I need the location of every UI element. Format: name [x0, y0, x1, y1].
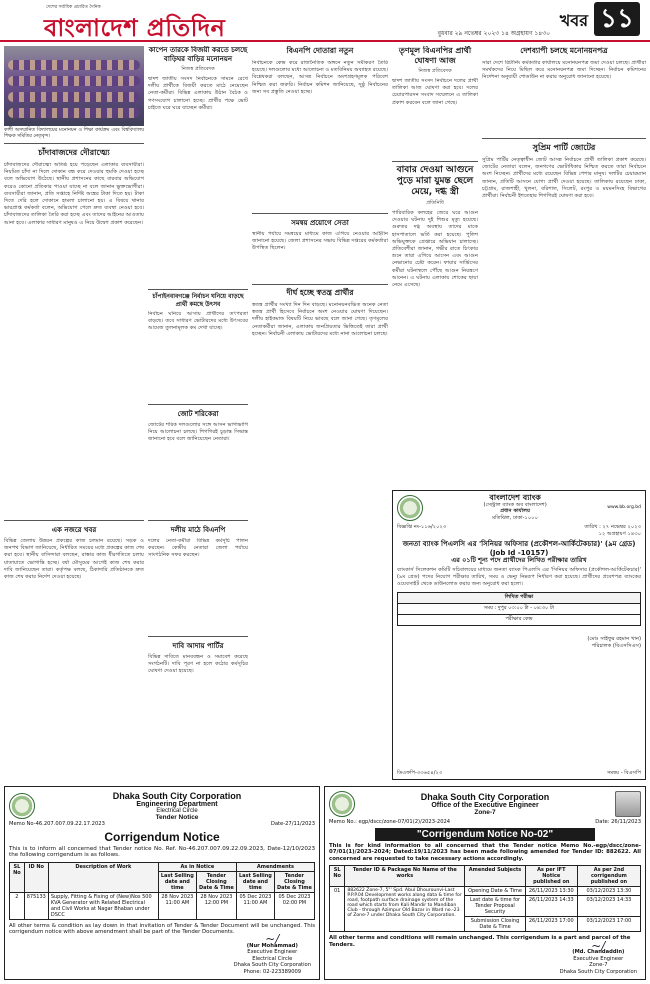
col-desc: Description of Work: [48, 862, 158, 892]
article-headline[interactable]: জোট শরিকেরা: [177, 410, 219, 418]
cell-subject: Last date & time for Tender Proposal Security: [465, 896, 525, 917]
exam-time: সময় : দুপুর ০৩:০০ টা - ০৪:৩০ টা: [398, 604, 641, 615]
newspaper-logo[interactable]: বাংলাদেশ প্রতিদিন: [44, 14, 226, 42]
sub-closing-new: Tender Closing Date & Time: [274, 871, 314, 892]
article-body: সারা দেশে রিটার্নিং কর্মকর্তার কার্যালয়ে মনোনয়নপত্র জমা দেওয়া চলছে। প্রার্থীরা সমর্থকদের নিয়ে মিছিল করে মনোনয়নপত্র জমা দিচ্ছেন। নির্বাচন কমিশনের নির্দেশনা অনুযায়ী শোডাউন না করার অনুরোধ জানানো হয়েছে।: [482, 60, 646, 81]
signer-title: Executive Engineer: [573, 955, 624, 962]
signer-org: Dhaka South City Corporation: [233, 962, 311, 968]
zone-name: Zone-7: [474, 809, 496, 816]
notice-date: তারিখ : ২৭ নভেম্বর ২০২৩: [584, 524, 641, 530]
bank-advertisement: [392, 490, 646, 780]
section-title: খবর: [559, 11, 588, 30]
article-body: জোটের শরিক দলগুলোর সঙ্গে আসন ভাগাভাগি নিয়ে আলোচনা চলছে। শিগগিরই চূড়ান্ত সিদ্ধান্ত জানানো হবে বলে জানিয়েছেন নেতারা।: [148, 422, 248, 443]
signer-title: পরিচালক (বিএসসিএস): [591, 642, 641, 649]
col-amendments: Amendments: [236, 862, 314, 871]
org-name: Dhaka South City Corporation: [112, 791, 242, 801]
notice-date-bangla: ১২ অগ্রহায়ণ ১৪৩০: [598, 530, 641, 537]
corrigendum-intro: This is to inform all concerned that Tender notice No. Ref. No-46.207.007.09.22.09.2023, Date-12/10/2023 the following corrigendum is as follows.: [9, 845, 315, 858]
notice-subtitle: এর ০১টি শূন্য পদে প্রার্থীদের লিখিত পরীক্ষার তারিখ: [451, 556, 587, 564]
cell-desc: Supply, Fitting & Fixing of (New)Nos 500 KVA Generator with Related Electrical and Civil Works at Nagar Bhaban under DSCC: [48, 892, 158, 919]
column-5: [482, 46, 646, 486]
article-headline[interactable]: দেশব্যাপী চলছে মনোনয়নপত্র: [520, 46, 608, 55]
column-4: [392, 46, 478, 486]
tender-footer-text: All other terms and conditions will remain unchanged. This corrigendum is a part and parcel of the Tenders.: [329, 935, 631, 948]
cell-sl: 2: [10, 892, 25, 919]
cell-new: 03/12/2023 14:33: [577, 896, 640, 917]
table-row: [10, 892, 315, 919]
sub-closing: Tender Closing Date & Time: [196, 871, 236, 892]
signer-phone: Phone: 02-223389009: [243, 968, 302, 975]
article-body: স্থানীয় পর্যায়ে সমন্বয়ের মাধ্যমে কাজ এগিয়ে নেওয়ার আহ্বান জানানো হয়েছে। জেলা প্রশাসনের সভায় বিভিন্ন দপ্তরের কর্মকর্তারা উপস্থিত ছিলেন।: [252, 231, 388, 252]
article-body: বিভিন্ন জেলায় উন্নয়ন প্রকল্পের কাজ চলমান রয়েছে। সড়ক ও জনপথ বিভাগ জানিয়েছে, নির্ধারিত সময়ের মধ্যে প্রকল্পের কাজ শেষ করা হবে। স্থানীয় বাসিন্দারা বলছেন, রাস্তার কাজ ধীরগতিতে চলায় যাতায়াতে ভোগান্তি হচ্ছে। বর্ষা মৌসুমের আগেই কাজ শেষ করার দাবি জানিয়েছেন তারা। কর্তৃপক্ষ বলছে, ঠিকাদারি প্রতিষ্ঠানকে দ্রুত কাজ শেষ করার নির্দেশ দেওয়া হয়েছে।: [4, 538, 144, 581]
article-headline[interactable]: দাবি আদায় পার্টির: [172, 642, 224, 650]
article-headline[interactable]: সুপ্রিম পার্টি জোটের: [532, 143, 596, 152]
cell-id: 875133: [24, 892, 48, 919]
article-headline[interactable]: তৃণমূল বিএনপির প্রার্থী ঘোষণা আজ: [398, 46, 472, 65]
cell-old: 26/11/2023 17:00: [525, 917, 577, 932]
bank-sub-name: (সেন্ট্রাল ব্যাংক অব বাংলাদেশ): [483, 501, 547, 508]
page-number: ১১: [594, 2, 640, 36]
cell-old-sell: 28 Nov 2023 11:00 AM: [158, 892, 196, 919]
article-body: বিভিন্ন দাবিতে মানববন্ধন ও সমাবেশ করেছে সংগঠনটি। দাবি পূরণ না হলে কঠোর কর্মসূচির ঘোষণা দেওয়া হয়েছে।: [148, 654, 248, 675]
exam-venue: পরীক্ষার কেন্দ্র: [398, 615, 641, 626]
masthead: [0, 0, 650, 42]
article-body: নির্বাচনকে কেন্দ্র করে রাজনৈতিক অঙ্গনে নতুন সমীকরণ তৈরি হয়েছে। দলগুলোর মধ্যে আলোচনা ও মতবিনিময় অব্যাহত রয়েছে। বিশ্লেষকরা বলছেন, আসন্ন নির্বাচনে অংশগ্রহণমূলক পরিবেশ নিশ্চিত করা জরুরি। নির্বাচন কমিশন জানিয়েছে, সুষ্ঠু নির্বাচনের জন্য সব প্রস্তুতি নেওয়া হচ্ছে।: [252, 60, 388, 95]
notice-ref-number: বিজ্ঞপ্তি নং-১১৬/২০২৩: [397, 524, 447, 530]
bank-website[interactable]: www.bb.org.bd: [607, 504, 641, 510]
department: Engineering Department: [136, 801, 218, 808]
memo-date: Date: 26/11/2023: [595, 819, 641, 825]
article-headline[interactable]: বিএনপি দোতারা নতুন: [286, 46, 354, 55]
signer-org: Dhaka South City Corporation: [559, 968, 637, 975]
article-headline[interactable]: চাঁদাবাজদের দৌরাত্ম্যে: [38, 148, 110, 157]
cell-subject: Opening Date & Time: [465, 887, 525, 896]
cell-new: 03/12/2023 17:00: [577, 917, 640, 932]
corrigendum-intro: This is for kind information to all concerned that the Tender notice Memo No.-egp/dscc/zone-07/01(1)/2023-2024; Dated:19/11/2023 has been made following amended for Tender ID: 882622. All concerned are requested to take necessary actions accordingly.: [329, 842, 641, 862]
bank-office: প্রধান কার্যালয়: [500, 508, 530, 514]
signer-title: Executive Engineer: [247, 949, 298, 955]
cell-new-close: 05 Dec 2023 02:00 PM: [274, 892, 314, 919]
circle-name: Electrical Circle: [156, 808, 198, 814]
cell-new-sell: 05 Dec 2023 11:00 AM: [236, 892, 274, 919]
corrigendum-title: "Corrigendum Notice No-02": [375, 828, 595, 841]
col-id: ID No: [24, 862, 48, 892]
article-body: পারিবারিক কলহের জেরে ঘরে আগুন দেওয়ার ঘটনায় দুই শিশুর মৃত্যু হয়েছে। গুরুতর দগ্ধ অবস্থায় তাদের মাকে হাসপাতালে ভর্তি করা হয়েছে। পুলিশ অভিযুক্তকে গ্রেপ্তারে অভিযান চালাচ্ছে। প্রতিবেশীরা জানান, গভীর রাতে চিৎকার শুনে তারা এগিয়ে আসেন এবং আগুন নেভানোর চেষ্টা করেন। ফায়ার সার্ভিসের কর্মীরা ঘটনাস্থলে পৌঁছে আগুন নিয়ন্ত্রণে আনেন। এ ঘটনায় এলাকায় শোকের ছায়া নেমে এসেছে।: [392, 210, 478, 289]
article-headline[interactable]: সমন্বয় প্রয়োগে সেতা: [291, 219, 349, 227]
col-subjects: Amended Subjects: [465, 866, 525, 887]
article-headline[interactable]: চাঁপাইনবাবগঞ্জে নির্বাচন ঘনিয়ে বাড়ছে প্রার্থী কমছে উৎসব: [152, 293, 244, 308]
article-headline[interactable]: এক নজরে খবর: [51, 526, 97, 534]
notice-body: ব্যাংকার্স সিলেকশন কমিটি সচিবালয়ের মাধ্যমে জনতা ব্যাংক পিএলসি এর 'সিনিয়র অফিসার (প্রকৌশল-আর্কিটেকচার)' (৯ম গ্রেড) পদের নিয়োগ পরীক্ষার তারিখ, সময় ও ভেন্যু নিম্নরূপ নির্ধারণ করা হয়েছে। প্রার্থীদের প্রবেশপত্র ব্যাংকের ওয়েবসাইট থেকে ডাউনলোড করার জন্য অনুরোধ করা হলো।: [397, 566, 641, 587]
column-3: [252, 46, 388, 781]
article-byline: নিজস্ব প্রতিবেদক: [181, 66, 215, 72]
exam-header: লিখিত পরীক্ষা: [398, 593, 641, 604]
table-row: [330, 887, 641, 896]
bank-seal-icon: [397, 495, 423, 521]
memo-date: Date-27/11/2023: [270, 821, 315, 827]
org-name: Dhaka South City Corporation: [420, 792, 550, 802]
cell-new: 03/12/2023 13:30: [577, 887, 640, 896]
article-headline[interactable]: কাপেন তারকে বিজয়ী করতে চলছে বাড়িঘর বাড়ির মনোনয়ন: [148, 46, 248, 63]
portrait-icon: [615, 791, 641, 817]
column-2: [148, 46, 248, 781]
memo-number: Memo No.: egp/dscc/zone-07/01(2)/2023-2024: [329, 819, 451, 825]
photo-caption: কাশী অসম্মানিত বিদ্যালয়ের মনোনয়ন ও শিক্ষা কার্যক্রম এবং বিশ্ববিদ্যালয় শিক্ষক সমিতির নেতৃবৃন্দ।: [4, 128, 144, 139]
article-body: চাঁদাবাজদের দৌরাত্ম্যে অতিষ্ঠ হয়ে পড়েছেন এলাকার ব্যবসায়ীরা। নিয়মিত চাঁদা না দিলে দোকান বন্ধ করে দেওয়ার হুমকি দেওয়া হচ্ছে বলে অভিযোগ উঠেছে। স্থানীয় প্রশাসনের কাছে বারবার অভিযোগ করেও কোনো প্রতিকার পাওয়া যাচ্ছে না বলে জানান ভুক্তভোগীরা। ব্যবসায়ীরা জানান, প্রতি সপ্তাহে নির্দিষ্ট অঙ্কের টাকা দিতে হয়। টাকা দিতে দেরি হলে দোকানে হামলা চালানো হয়। এ বিষয়ে থানার ভারপ্রাপ্ত কর্মকর্তা বলেন, অভিযোগ পেলে দ্রুত ব্যবস্থা নেওয়া হবে। চাঁদাবাজদের তালিকা তৈরি করা হচ্ছে এবং তাদের আইনের আওতায় আনা হবে। এলাকার সাধারণ মানুষও এ নিয়ে উদ্বেগ প্রকাশ করেছেন।: [4, 162, 144, 226]
article-headline[interactable]: দীর্ঘ হচ্ছে স্বতন্ত্র প্রার্থীর: [286, 288, 354, 297]
tender-table: [9, 862, 315, 920]
cell-sl: 01: [330, 887, 345, 932]
group-photo: [4, 46, 144, 126]
notice-title: জনতা ব্যাংক পিএলসি এর 'সিনিয়র অফিসার (প্রকৌশল-আর্কিটেকচার)' (৯ম গ্রেড) (Job Id -10157): [402, 540, 636, 557]
dscc-seal-icon: [329, 791, 355, 817]
signer-zone: Zone-7: [589, 962, 608, 968]
exam-table: [397, 592, 641, 626]
col-sl: SL No: [330, 866, 345, 887]
article-body: দ্বাদশ জাতীয় সংসদ নির্বাচনকে সামনে রেখে দলীয় প্রার্থীকে বিজয়ী করতে মাঠে নেমেছেন নেতা-কর্মীরা। বিভিন্ন এলাকায় উঠান বৈঠক ও গণসংযোগ চালানো হচ্ছে। প্রার্থীর পক্ষে ভোট চাইতে ঘরে ঘরে যাচ্ছেন কর্মীরা।: [148, 76, 248, 111]
col-as-per-2nd: As per 2nd corrigendum published on: [577, 866, 640, 887]
ad-footer-left: ডিএফপি-৩৩৬৫৪/২৩: [397, 769, 443, 776]
article-body: সুপ্রিম পার্টির নেতৃত্বাধীন জোট আসন্ন নির্বাচনে প্রার্থী তালিকা প্রকাশ করেছে। জোটের নেতারা বলেন, জনগণের ভোটাধিকার নিশ্চিত করতে তারা নির্বাচনে অংশ নিচ্ছেন। প্রার্থীদের মধ্যে রয়েছেন বিভিন্ন পেশার মানুষ। দলটির চেয়ারম্যান জানান, প্রতিটি আসনে যোগ্য প্রার্থী দেওয়া হয়েছে। তালিকায় রয়েছেন ঢাকা, চট্টগ্রাম, রাজশাহী, খুলনা, বরিশাল, সিলেট, রংপুর ও ময়মনসিংহ বিভাগের প্রার্থীরা। নির্বাচনী ইশতেহার শিগগিরই ঘোষণা করা হবে।: [482, 157, 646, 200]
cell-desc: 882622 Zone-7, 5"' Spd. Abul Dhourounvi-Last P.P.P.04 Development works along data & time for road, footpath surface drainage system of the road which starts from Kali Mandir to Mandiban Club - through Azimpur Old Bazar in Ward no.-23 of Zone-7 under Dhaka South City Corporation.: [345, 887, 465, 932]
col-as-per-ift: As per IFT Notice published on: [525, 866, 577, 887]
column-1: [4, 46, 144, 781]
col-sl: SL No: [10, 862, 25, 892]
article-body: দলের নেতা-কর্মীরা বিভিন্ন কর্মসূচি পালন করছেন। কেন্দ্রীয় নেতারা জেলা পর্যায়ে সাংগঠনিক সফর করছেন।: [148, 538, 248, 559]
ad-footer-right: সমন্বয় - বিএসপি: [606, 769, 641, 776]
cell-old: 26/11/2023 13:30: [525, 887, 577, 896]
signer-name: (Md. Chandaddin): [572, 949, 625, 955]
cell-old: 26/11/2023 14:33: [525, 896, 577, 917]
tender-table: [329, 865, 641, 932]
sub-last-selling-new: Last Selling date and time: [236, 871, 274, 892]
signer-name: (মোঃ সাইফুর রহমান খান): [587, 636, 641, 643]
memo-number: Memo No-46.207.007.09.22.17.2023: [9, 821, 105, 827]
col-as-in-notice: As in Notice: [158, 862, 236, 871]
article-body: স্বতন্ত্র প্রার্থীর সংখ্যা দিন দিন বাড়ছে। মনোনয়নবঞ্চিত অনেক নেতা স্বতন্ত্র প্রার্থী হিসেবে নির্বাচনে অংশ নেওয়ার ঘোষণা দিয়েছেন। দলীয় হাইকমান্ড বিষয়টি নিয়ে ভাবছে বলে জানা গেছে। তৃণমূলের নেতাকর্মীরা জানান, এলাকায় জনপ্রিয়তার ভিত্তিতেই তারা প্রার্থী হচ্ছেন। নির্বাচনী এলাকায় ভোটারদের মধ্যে নানা আলোচনা চলছে।: [252, 302, 388, 337]
cell-subject: Submission Closing Date & Time: [465, 917, 525, 932]
signer-name: (Nur Mohammad): [246, 942, 298, 949]
sub-last-selling: Last Selling date and time: [158, 871, 196, 892]
office-name: Office of the Executive Engineer: [431, 802, 539, 809]
bank-name: বাংলাদেশ ব্যাংক: [489, 493, 541, 502]
article-body: দ্বাদশ জাতীয় সংসদ নির্বাচনে দলের প্রার্থী তালিকা আজ ঘোষণা করা হবে। দলের চেয়ারপারসন সংবাদ সম্মেলনে এ তালিকা প্রকাশ করবেন বলে জানা গেছে।: [392, 78, 478, 106]
article-byline: প্রতিনিধি: [426, 200, 444, 206]
tender-footer-text: All other terms & condition as lay down in that invitation of Tender & Tender Document will be unchanged. This corrigendum notice with above amendment shall be part of the Tender Documents.: [9, 922, 315, 935]
tender-notice-right: [324, 786, 646, 980]
tender-notice-left: [4, 786, 320, 980]
masthead-tagline: দেশের সর্বাধিক প্রচারিত দৈনিক: [46, 5, 101, 10]
signature: ~/: [265, 932, 280, 946]
article-headline[interactable]: দলীয় মাঠে বিএনপি: [170, 526, 226, 534]
signature: ~/: [591, 938, 606, 953]
dscc-seal-icon: [9, 793, 35, 819]
corrigendum-title: Corrigendum Notice: [104, 829, 220, 844]
issue-date: বুধবার ২৯ নভেম্বর ২০২৩ ১৪ অগ্রহায়ণ ১৪৩০: [437, 30, 550, 37]
notice-type: Tender Notice: [155, 814, 199, 821]
col-tender-id: Tender ID & Package No Name of the works: [345, 866, 465, 887]
signer-circle: Electrical Circle: [252, 955, 293, 962]
article-byline: নিজস্ব প্রতিবেদক: [418, 68, 452, 74]
cell-old-close: 28 Nov 2023 12:00 PM: [196, 892, 236, 919]
bank-address: মতিঝিল, ঢাকা-১০০০: [492, 514, 539, 521]
article-headline[interactable]: বাবার দেওয়া আগুনে পুড়ে মারা যুমন্ত ছেলে মেয়ে, দগ্ধ স্ত্রী: [396, 165, 474, 197]
article-body: নির্বাচন ঘনিয়ে আসায় প্রার্থীদের তৎপরতা বাড়ছে। তবে সাধারণ ভোটারদের মধ্যে উৎসবের আমেজ তুলনামূলক কম দেখা যাচ্ছে।: [148, 311, 248, 332]
